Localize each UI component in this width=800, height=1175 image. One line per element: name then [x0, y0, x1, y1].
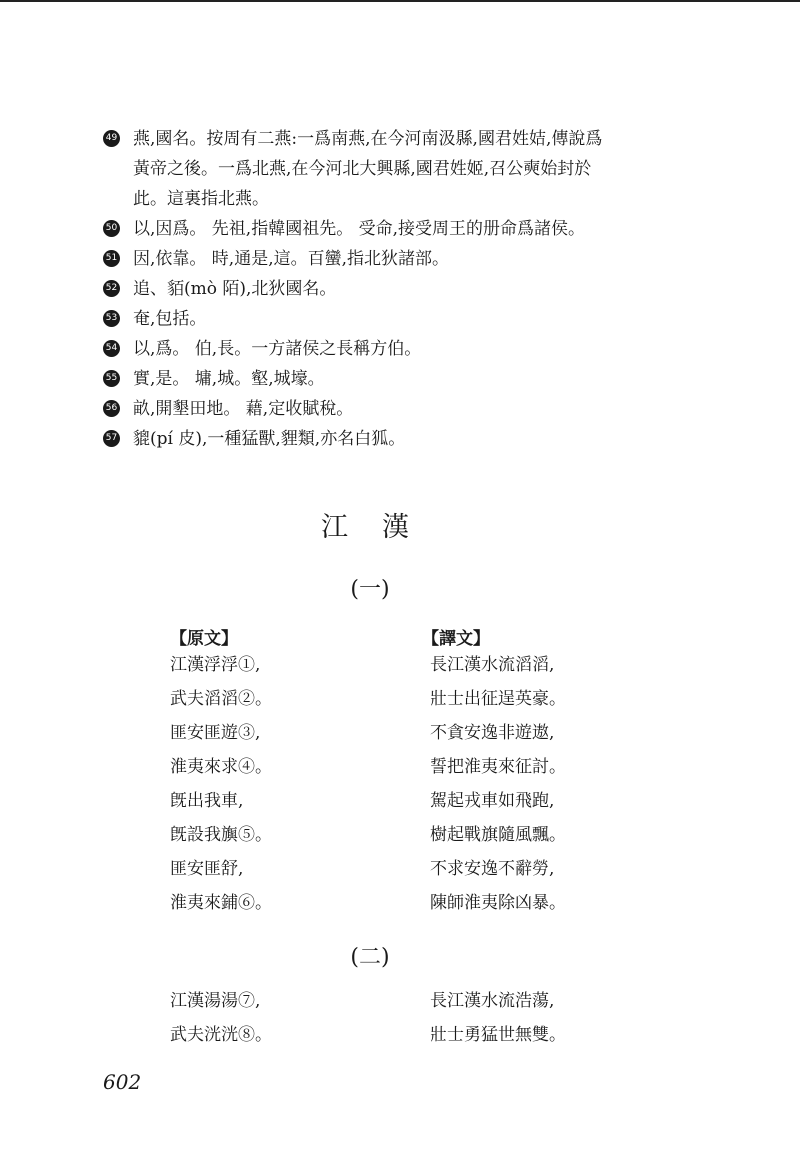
original-line: 武夫洸洸⑧。	[170, 1025, 272, 1045]
original-line: 淮夷來鋪⑥。	[170, 893, 272, 913]
footnote-text-line: 貔(pí 皮),一種猛獸,貍類,亦名白狐。	[133, 429, 406, 449]
footnote-text-line: 以,因爲。 先祖,指韓國祖先。 受命,接受周王的册命爲諸侯。	[133, 219, 586, 239]
original-line: 江漢湯湯⑦,	[170, 991, 261, 1011]
footnote-text-line: 此。這裏指北燕。	[133, 189, 269, 209]
original-text-header: 【原文】	[170, 629, 238, 649]
footnote-text-line: 黃帝之後。一爲北燕,在今河北大興縣,國君姓姬,召公奭始封於	[133, 159, 592, 179]
footnote-number: 52	[103, 280, 120, 297]
footnote-text-line: 燕,國名。按周有二燕:一爲南燕,在今河南汲縣,國君姓姞,傳說爲	[133, 129, 603, 149]
footnotes	[103, 124, 663, 454]
footnote-number: 54	[103, 340, 120, 357]
translation-header: 【譯文】	[422, 629, 490, 649]
footnote-49	[103, 124, 663, 214]
translation-line: 不求安逸不辭勞,	[430, 859, 555, 879]
footnote-number: 55	[103, 370, 120, 387]
translation-line: 樹起戰旗隨風飄。	[430, 825, 566, 845]
section2-translation	[430, 984, 566, 1052]
footnote-57	[103, 424, 663, 454]
translation-line: 不貪安逸非遊遨,	[430, 723, 555, 743]
original-line: 匪安匪舒,	[170, 859, 244, 879]
footnote-number: 51	[103, 250, 120, 267]
section1-translation	[430, 648, 566, 920]
footnote-text-line: 實,是。 墉,城。壑,城壕。	[133, 369, 325, 389]
translation-line: 壯士勇猛世無雙。	[430, 1025, 566, 1045]
footnote-text-line: 追、貊(mò 陌),北狄國名。	[133, 279, 337, 299]
footnote-number: 57	[103, 430, 120, 447]
footnote-53	[103, 304, 663, 334]
page-number: 602	[103, 1070, 142, 1094]
footnote-number: 49	[103, 130, 120, 147]
section-heading-2: (二)	[350, 945, 390, 970]
original-line: 武夫滔滔②。	[170, 689, 272, 709]
translation-line: 長江漢水流浩蕩,	[430, 991, 555, 1011]
original-line: 旣設我旟⑤。	[170, 825, 272, 845]
section2-original	[170, 984, 272, 1052]
translation-line: 長江漢水流滔滔,	[430, 655, 555, 675]
footnote-52	[103, 274, 663, 304]
top-border	[0, 0, 800, 2]
footnote-56	[103, 394, 663, 424]
footnote-55	[103, 364, 663, 394]
footnote-text-line: 以,爲。 伯,長。一方諸侯之長稱方伯。	[133, 339, 422, 359]
original-line: 旣出我車,	[170, 791, 244, 811]
poem-title: 江漢	[321, 512, 443, 543]
footnote-text-line: 奄,包括。	[133, 309, 207, 329]
footnote-number: 56	[103, 400, 120, 417]
footnote-50	[103, 214, 663, 244]
translation-line: 誓把淮夷來征討。	[430, 757, 566, 777]
translation-line: 駕起戎車如飛跑,	[430, 791, 555, 811]
translation-line: 壯士出征逞英豪。	[430, 689, 566, 709]
footnote-51	[103, 244, 663, 274]
footnote-number: 50	[103, 220, 120, 237]
footnote-text-line: 畝,開墾田地。 藉,定收賦稅。	[133, 399, 354, 419]
section1-original	[170, 648, 272, 920]
original-line: 匪安匪遊③,	[170, 723, 261, 743]
original-line: 江漢浮浮①,	[170, 655, 261, 675]
footnote-54	[103, 334, 663, 364]
footnote-number: 53	[103, 310, 120, 327]
original-line: 淮夷來求④。	[170, 757, 272, 777]
translation-line: 陳師淮夷除凶暴。	[430, 893, 566, 913]
section-heading-1: (一)	[350, 577, 390, 602]
footnote-text-line: 因,依靠。 時,通是,這。百蠻,指北狄諸部。	[133, 249, 450, 269]
